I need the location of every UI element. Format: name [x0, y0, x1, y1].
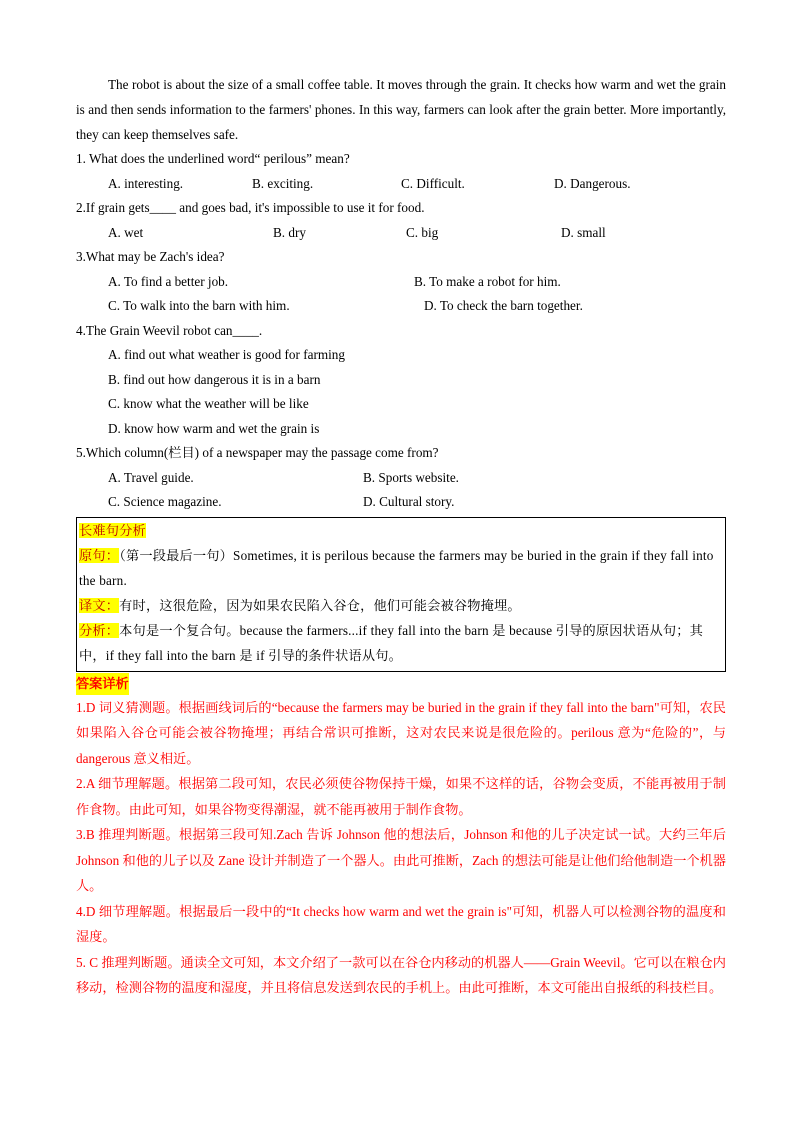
option-d: D. Cultural story.	[363, 494, 455, 509]
option-c: C. know what the weather will be like	[108, 396, 309, 411]
grammar-analysis	[79, 618, 721, 668]
option-c: C. To walk into the barn with him.	[108, 298, 290, 313]
question-3-options-row1	[76, 270, 726, 295]
answer-4: 4.D 细节理解题。根据最后一段中的“It checks how warm and wet the grain is"可知，机器人可以检测谷物的温度和湿度。	[76, 903, 726, 944]
option-d: D. know how warm and wet the grain is	[108, 420, 320, 436]
passage-paragraph: The robot is about the size of a small coffee table. It moves through the grain. It checks how warm and wet the grain is and then sends information to the farmers' phones. In this way, farmers can look after the grain better. More importantly, they can keep themselves safe.	[76, 77, 726, 142]
analysis-label: 分析：	[79, 622, 120, 638]
option-c: C. Difficult.	[401, 175, 465, 191]
option-b: B. exciting.	[252, 175, 314, 191]
answers-title: 答案详析	[76, 673, 129, 695]
option-c: C. big	[406, 224, 439, 240]
question-1-options	[76, 172, 726, 197]
original-text: （第一段最后一句）Sometimes, it is perilous because the farmers may be buried in the grain if they fall into the barn.	[79, 547, 714, 588]
analysis-text: 本句是一个复合句。because the farmers...if they fall into the barn 是 because 引导的原因状语从句；其中，if they fall into the barn 是 if 引导的条件状语从句。	[79, 622, 704, 663]
option-c: C. Science magazine.	[108, 494, 222, 509]
question-1-stem: 1. What does the underlined word“ perilous” mean?	[76, 151, 350, 166]
question-3-stem: 3.What may be Zach's idea?	[76, 249, 225, 264]
question-5-options-row2	[76, 490, 726, 515]
option-b: B. Sports website.	[363, 469, 459, 485]
question-5-options-row1	[76, 466, 726, 491]
original-sentence	[79, 543, 721, 593]
option-b: B. dry	[273, 224, 306, 240]
option-a: A. find out what weather is good for farming	[108, 347, 345, 362]
option-b: B. find out how dangerous it is in a barn	[108, 371, 321, 387]
option-d: D. Dangerous.	[554, 175, 631, 191]
option-d: D. small	[561, 224, 606, 240]
option-d: D. To check the barn together.	[424, 298, 583, 313]
option-b: B. To make a robot for him.	[414, 273, 561, 289]
question-4-stem: 4.The Grain Weevil robot can____.	[76, 322, 263, 338]
translation-label: 译文：	[79, 597, 120, 613]
translation	[79, 593, 721, 618]
question-2-options	[76, 221, 726, 246]
option-a: A. To find a better job.	[108, 273, 229, 289]
translation-text: 有时，这很危险，因为如果农民陷入谷仓，他们可能会被谷物掩埋。	[119, 597, 521, 613]
answer-2: 2.A 细节理解题。根据第二段可知，农民必须使谷物保持干燥，如果不这样的话，谷物会变质，不能再被用于制作食物。由此可知，如果谷物变得潮湿，就不能再被用于制作食物。	[76, 776, 726, 817]
option-a: A. interesting.	[108, 175, 184, 191]
option-a: A. wet	[108, 224, 144, 240]
question-3-options-row2	[76, 294, 726, 319]
analysis-box-title: 长难句分析	[79, 522, 146, 538]
option-a: A. Travel guide.	[108, 469, 194, 485]
sentence-analysis-box	[76, 517, 726, 672]
original-label: 原句：	[79, 547, 120, 563]
answer-3: 3.B 推理判断题。根据第三段可知.Zach 告诉 Johnson 他的想法后，Johnson 和他的儿子决定试一试。大约三年后 Johnson 和他的儿子以及 Zane 设计并制造了一个器人。由此可推断，Zach 的想法可能是让他们给他制造一个机器人。	[76, 827, 726, 893]
question-2-stem: 2.If grain gets____ and goes bad, it's impossible to use it for food.	[76, 200, 425, 215]
answer-1: 1.D 词义猜测题。根据画线词后的“because the farmers may be buried in the grain if they fall into the barn"可知，农民如果陷入谷仓可能会被谷物掩埋；再结合常识可推断，这对农民来说是很危险的。perilous 意为“危险的”，与 dangerous 意义相近。	[76, 699, 726, 766]
answer-5: 5. C 推理判断题。通读全文可知，本文介绍了一款可以在谷仓内移动的机器人——Grain Weevil。它可以在粮仓内移动，检测谷物的温度和湿度，并且将信息发送到农民的手机上。由此可推断，本文可能出自报纸的科技栏目。	[76, 954, 726, 995]
question-5-stem: 5.Which column(栏目) of a newspaper may the passage come from?	[76, 445, 439, 460]
document-content	[76, 72, 726, 1001]
